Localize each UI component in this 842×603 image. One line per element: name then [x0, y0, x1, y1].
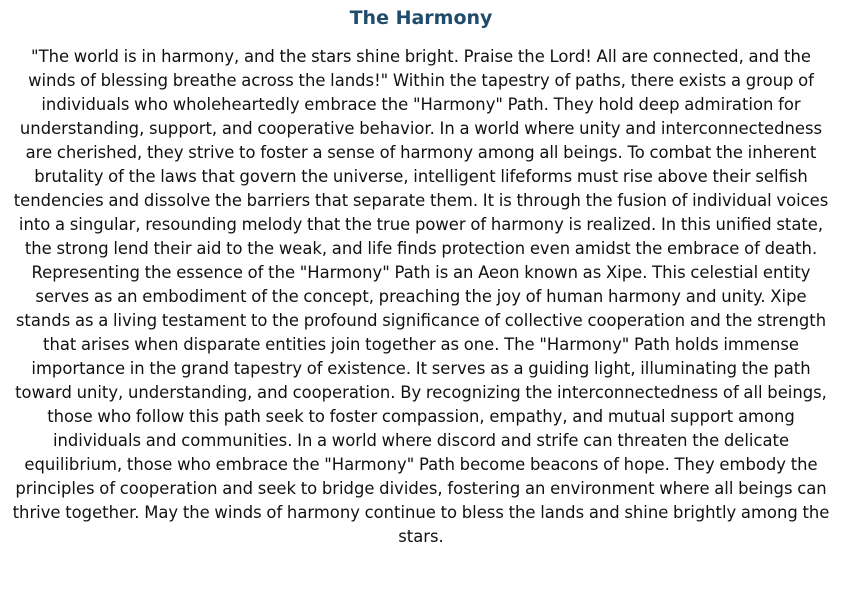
body-paragraph: "The world is in harmony, and the stars shine bright. Praise the Lord! All are connected, and the winds of blessing breathe across the lands!" Within the tapestry of paths, there exists a group of individuals who wholeheartedly embrace the "Harmony" Path. They hold deep admiration for understanding, support, and cooperative behavior. In a world where unity and interconnectedness are cherished, they strive to foster a sense of harmony among all beings. To combat the inherent brutality of the laws that govern the universe, intelligent lifeforms must rise above their selfish tendencies and dissolve the barriers that separate them. It is through the fusion of individual voices into a singular, resounding melody that the true power of harmony is realized. In this unified state, the strong lend their aid to the weak, and life finds protection even amidst the embrace of death. Representing the essence of the "Harmony" Path is an Aeon known as Xipe. This celestial entity serves as an embodiment of the concept, preaching the joy of human harmony and unity. Xipe stands as a living testament to the profound significance of collective cooperation and the strength that arises when disparate entities join together as one. The "Harmony" Path holds immense importance in the grand tapestry of existence. It serves as a guiding light, illuminating the path toward unity, understanding, and cooperation. By recognizing the interconnectedness of all beings, those who follow this path seek to foster compassion, empathy, and mutual support among individuals and communities. In a world where discord and strife can threaten the delicate equilibrium, those who embrace the "Harmony" Path become beacons of hope. They embody the principles of cooperation and seek to bridge divides, fostering an environment where all beings can thrive together. May the winds of harmony continue to bless the lands and shine brightly among the stars.: [12, 47, 830, 546]
page-title: The Harmony: [349, 7, 493, 29]
